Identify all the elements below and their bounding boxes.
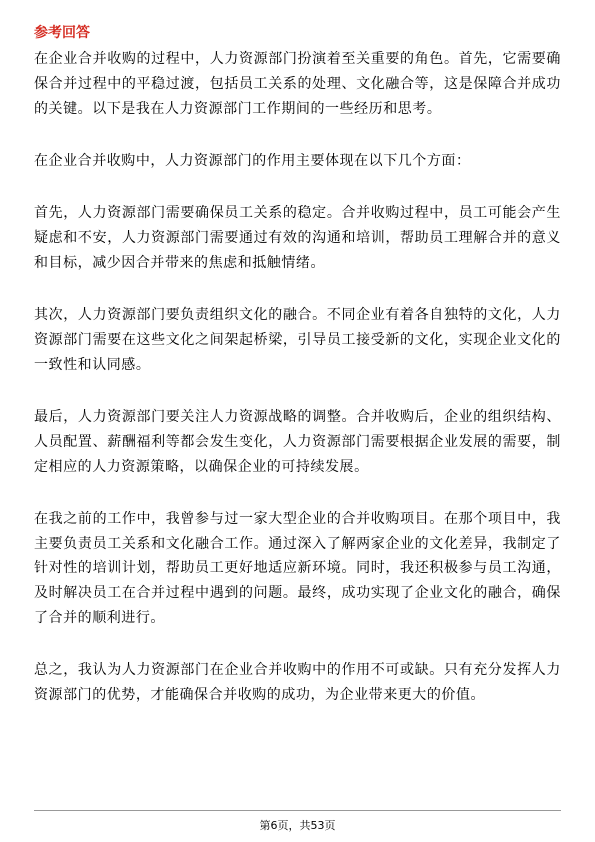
section-heading: 参考回答 bbox=[34, 25, 90, 41]
page-number: 第6页，共53页 bbox=[259, 819, 336, 832]
paragraph-second-point: 其次，人力资源部门要负责组织文化的融合。不同企业有着各自独特的文化，人力资源部门需要在这些文化之间架起桥梁，引导员工接受新的文化，实现企业文化的一致性和认同感。 bbox=[34, 307, 561, 373]
paragraph-last-point: 最后，人力资源部门要关注人力资源战略的调整。合并收购后，企业的组织结构、人员配置、薪酬福利等都会发生变化，人力资源部门需要根据企业发展的需要，制定相应的人力资源策略，以确保企业的可持续发展。 bbox=[34, 408, 561, 475]
footer-divider bbox=[34, 810, 561, 811]
paragraph-first-point: 首先，人力资源部门需要确保员工关系的稳定。合并收购过程中，员工可能会产生疑虑和不安，人力资源部门需要通过有效的沟通和培训，帮助员工理解合并的意义和目标，减少因合并带来的焦虑和抵触情绪。 bbox=[34, 205, 561, 271]
paragraph-overview: 在企业合并收购中，人力资源部门的作用主要体现在以下几个方面： bbox=[34, 152, 471, 169]
paragraph-conclusion: 总之，我认为人力资源部门在企业合并收购中的作用不可或缺。只有充分发挥人力资源部门的优势，才能确保合并收购的成功，为企业带来更大的价值。 bbox=[34, 662, 561, 704]
paragraph-experience: 在我之前的工作中，我曾参与过一家大型企业的合并收购项目。在那个项目中，我主要负责员工关系和文化融合工作。通过深入了解两家企业的文化差异，我制定了针对性的培训计划，帮助员工更好地适应新环境。同时，我还积极参与员工沟通，及时解决员工在合并过程中遇到的问题。最终，成功实现了企业文化的融合，确保了合并的顺利进行。 bbox=[34, 510, 561, 627]
answer-body bbox=[34, 47, 561, 735]
paragraph-intro: 在企业合并收购的过程中，人力资源部门扮演着至关重要的角色。首先，它需要确保合并过程中的平稳过渡，包括员工关系的处理、文化融合等，这是保障合并成功的关键。以下是我在人力资源部门工作期间的一些经历和思考。 bbox=[34, 51, 561, 117]
